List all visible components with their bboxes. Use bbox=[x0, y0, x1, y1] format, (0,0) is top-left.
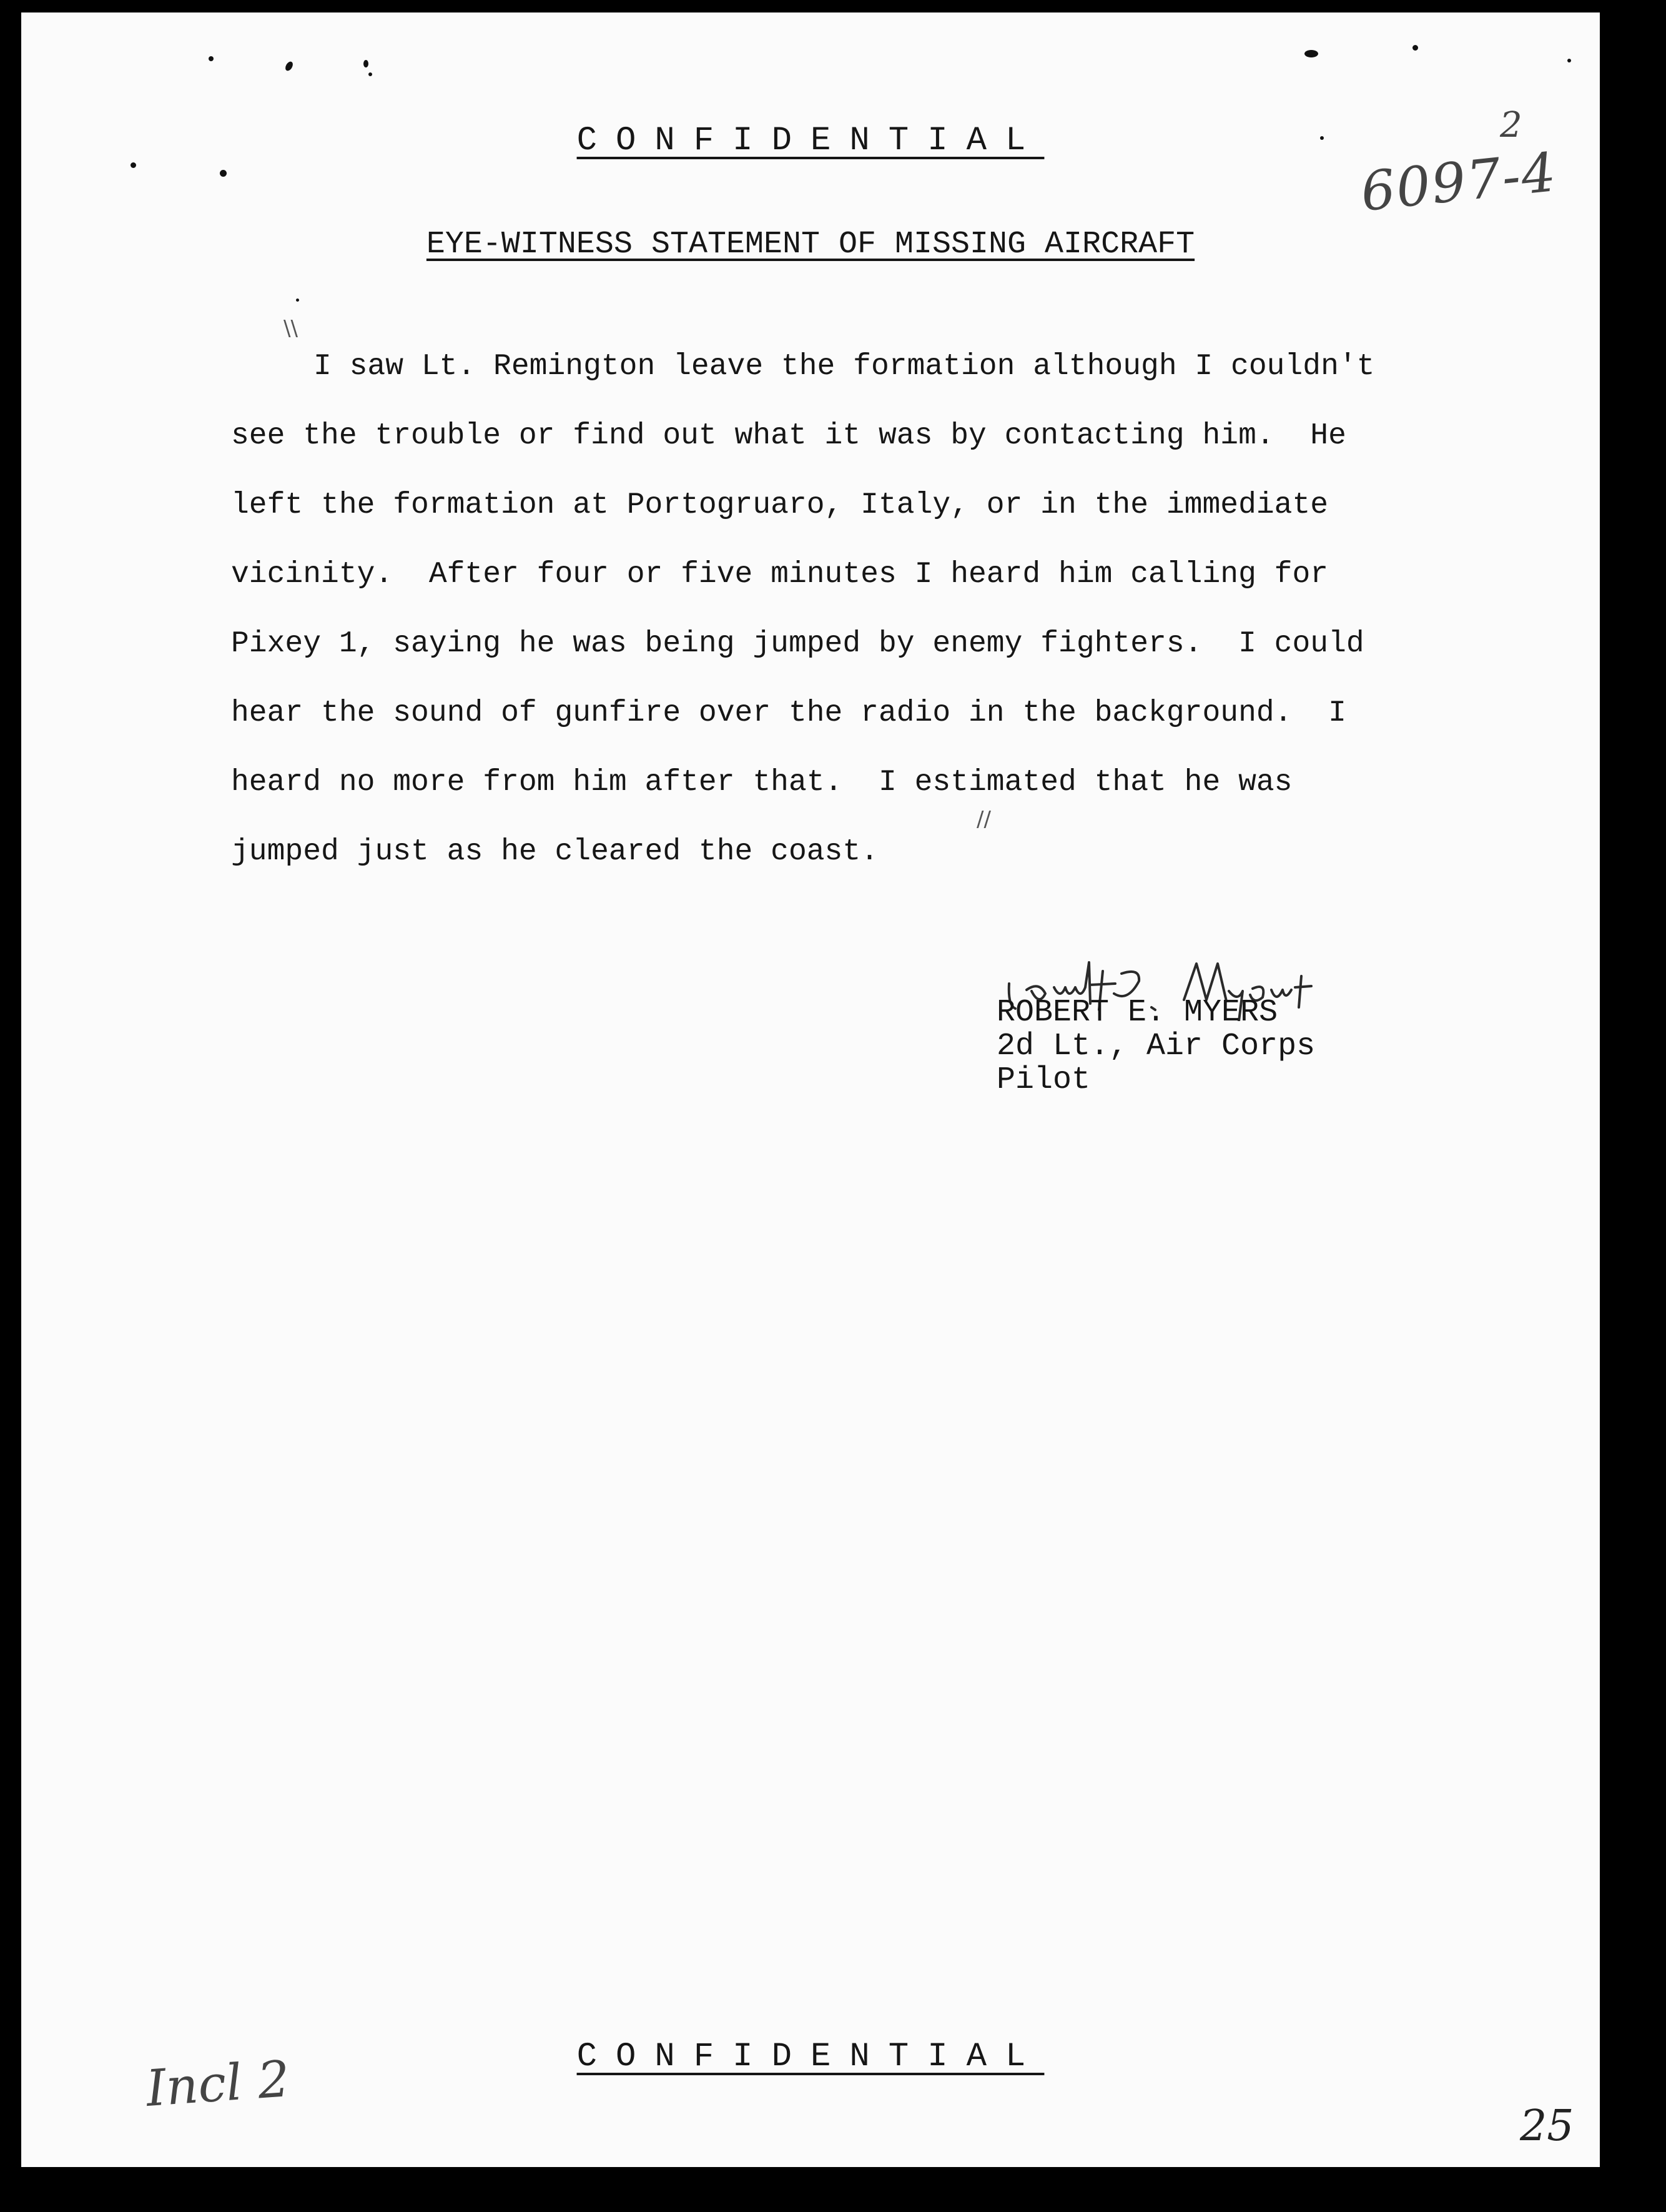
statement-body bbox=[231, 332, 1580, 887]
body-line: Pixey 1, saying he was being jumped by enemy fighters. I could bbox=[231, 627, 1364, 661]
body-line: I saw Lt. Remington leave the formation although I couldn't bbox=[313, 350, 1375, 383]
tick-mark: // bbox=[977, 807, 991, 832]
body-line: left the formation at Portogruaro, Italy, or in the immediate bbox=[231, 488, 1329, 522]
classification-header: CONFIDENTIAL bbox=[576, 122, 1045, 160]
classification-footer: CONFIDENTIAL bbox=[576, 2038, 1045, 2076]
signatory-rank: 2d Lt., Air Corps bbox=[997, 1029, 1316, 1064]
signatory-details bbox=[997, 996, 1315, 1097]
body-line: hear the sound of gunfire over the radio in the background. I bbox=[231, 696, 1346, 730]
body-line: jumped just as he cleared the coast. bbox=[231, 835, 879, 869]
body-line: heard no more from him after that. I estimated that he was bbox=[231, 766, 1293, 799]
page-number: 25 bbox=[1520, 2101, 1574, 2151]
file-number-superscript: 2 bbox=[1500, 105, 1522, 146]
file-number-annotation: 6097-4 bbox=[1358, 141, 1560, 224]
body-line: vicinity. After four or five minutes I heard him calling for bbox=[231, 558, 1329, 591]
document-page bbox=[21, 12, 1600, 2167]
signatory-role: Pilot bbox=[997, 1062, 1091, 1098]
enclosure-annotation: Incl 2 bbox=[144, 2050, 292, 2118]
body-line: see the trouble or find out what it was by contacting him. He bbox=[231, 419, 1346, 453]
tick-mark: \\ bbox=[283, 316, 298, 341]
statement-title: EYE-WITNESS STATEMENT OF MISSING AIRCRAFT bbox=[426, 227, 1195, 262]
signatory-name: ROBERT E. MYERS bbox=[997, 995, 1278, 1030]
